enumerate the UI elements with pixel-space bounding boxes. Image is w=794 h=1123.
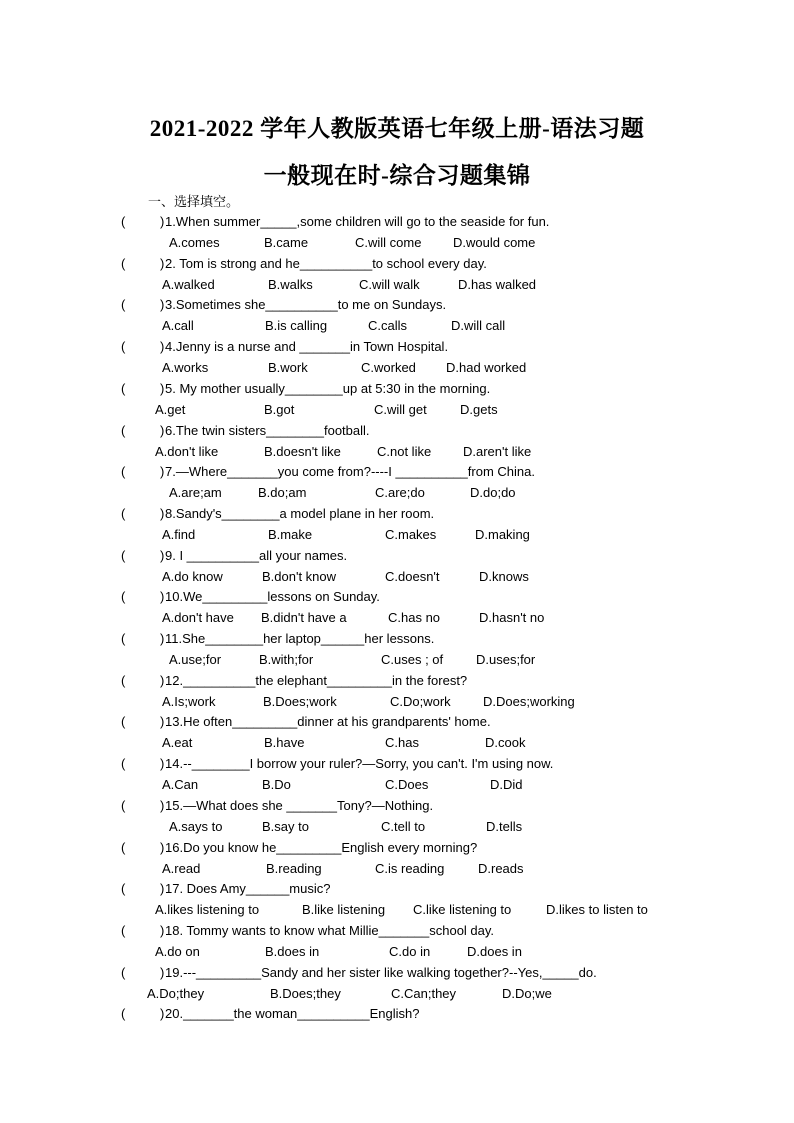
answer-option: B.work xyxy=(268,360,308,376)
question-stem: 3.Sometimes she__________to me on Sundays. xyxy=(165,297,447,313)
answer-option: B.got xyxy=(264,401,295,417)
answer-option: B.make xyxy=(268,526,313,542)
answer-option: C.are;do xyxy=(375,485,425,501)
answer-option: D.cook xyxy=(485,735,526,751)
answer-blank-open: ( xyxy=(121,547,126,563)
question-stem: 17. Does Amy______music? xyxy=(165,881,331,897)
answer-option: D.gets xyxy=(460,401,498,417)
question-stem: 11.She________her laptop______her lessons. xyxy=(165,631,435,646)
answer-blank-close: ) xyxy=(160,505,165,521)
answer-option: A.use;for xyxy=(169,652,222,667)
answer-option: A.get xyxy=(155,401,186,417)
question-stem: 10.We_________lessons on Sunday. xyxy=(165,589,380,605)
question-item xyxy=(0,297,794,334)
question-item xyxy=(0,589,794,626)
answer-option: C.like listening to xyxy=(413,902,512,918)
question-stem: 16.Do you know he_________English every morning? xyxy=(165,839,478,855)
answer-option: A.call xyxy=(162,318,194,334)
answer-blank-close: ) xyxy=(160,547,165,563)
answer-blank-open: ( xyxy=(121,672,126,688)
answer-option: C.not like xyxy=(377,443,432,459)
answer-option: B.Does;they xyxy=(270,985,341,1001)
answer-option: B.reading xyxy=(266,860,322,876)
question-item xyxy=(0,631,794,667)
answer-blank-open: ( xyxy=(121,422,126,438)
answer-blank-open: ( xyxy=(121,922,126,938)
answer-option: D.Does;working xyxy=(483,693,575,709)
answer-option: D.hasn't no xyxy=(479,610,545,626)
answer-blank-open: ( xyxy=(121,505,126,521)
answer-blank-close: ) xyxy=(160,339,165,355)
question-stem: 18. Tommy wants to know what Millie_______school day. xyxy=(165,922,495,938)
answer-blank-close: ) xyxy=(160,214,165,229)
answer-option: C.has xyxy=(385,735,419,751)
answer-option: A.says to xyxy=(169,818,223,834)
answer-option: B.doesn't like xyxy=(264,443,341,459)
question-stem: 8.Sandy's________a model plane in her room. xyxy=(165,505,435,521)
answer-option: C.Do;work xyxy=(390,693,451,709)
answer-blank-close: ) xyxy=(160,255,165,271)
answer-blank-close: ) xyxy=(160,756,165,772)
answer-option: D.tells xyxy=(486,818,523,834)
answer-option: D.would come xyxy=(453,235,536,250)
question-item xyxy=(0,797,794,834)
answer-blank-close: ) xyxy=(160,297,165,313)
answer-option: A.read xyxy=(162,860,201,876)
answer-blank-open: ( xyxy=(121,214,126,229)
answer-option: B.say to xyxy=(262,818,309,834)
question-stem: 6.The twin sisters________football. xyxy=(165,422,370,438)
answer-option: C.will walk xyxy=(359,276,420,292)
answer-option: C.tell to xyxy=(381,818,426,834)
answer-option: D.does in xyxy=(467,943,522,959)
answer-option: D.likes to listen to xyxy=(546,902,648,918)
answer-blank-close: ) xyxy=(160,631,165,646)
answer-option: D.reads xyxy=(478,860,524,876)
answer-blank-open: ( xyxy=(121,589,126,605)
answer-blank-open: ( xyxy=(121,380,126,396)
answer-blank-open: ( xyxy=(121,464,126,480)
answer-blank-open: ( xyxy=(121,339,126,355)
answer-option: C.do in xyxy=(389,943,431,959)
answer-option: A.eat xyxy=(162,735,193,751)
answer-option: C.Does xyxy=(385,777,429,793)
answer-option: A.Can xyxy=(162,777,199,793)
document-title: 2021-2022 学年人教版英语七年级上册-语法习题 xyxy=(149,116,645,141)
question-item xyxy=(0,1006,794,1027)
answer-blank-close: ) xyxy=(160,464,165,480)
question-item xyxy=(0,839,794,876)
answer-blank-open: ( xyxy=(121,756,126,772)
answer-option: B.didn't have a xyxy=(261,610,347,626)
answer-option: B.don't know xyxy=(262,568,337,584)
question-stem: 7.—Where_______you come from?----I __________from China. xyxy=(165,464,535,480)
answer-blank-close: ) xyxy=(160,881,165,897)
answer-option: A.do know xyxy=(162,568,223,584)
question-stem: 19.---_________Sandy and her sister like walking together?--Yes,_____do. xyxy=(165,964,597,980)
answer-blank-open: ( xyxy=(121,631,126,646)
answer-option: A.works xyxy=(162,360,209,376)
answer-blank-open: ( xyxy=(121,714,126,730)
section-heading: 一、选择填空。 xyxy=(148,194,240,209)
answer-option: C.has no xyxy=(388,610,441,626)
answer-blank-close: ) xyxy=(160,964,165,980)
answer-option: C.is reading xyxy=(375,860,445,876)
question-stem: 12.__________the elephant_________in the forest? xyxy=(165,672,468,688)
answer-option: D.making xyxy=(475,526,530,542)
answer-blank-close: ) xyxy=(160,714,165,730)
answer-blank-close: ) xyxy=(160,589,165,605)
question-item xyxy=(0,214,794,250)
question-stem: 1.When summer_____,some children will go to the seaside for fun. xyxy=(165,214,550,229)
answer-option: B.walks xyxy=(268,276,313,292)
answer-option: D.aren't like xyxy=(463,443,532,459)
document-subtitle: 一般现在时-综合习题集锦 xyxy=(263,163,531,188)
answer-option: A.likes listening to xyxy=(155,902,260,918)
question-item xyxy=(0,255,794,292)
answer-blank-open: ( xyxy=(121,839,126,855)
question-stem: 4.Jenny is a nurse and _______in Town Hospital. xyxy=(165,339,449,355)
answer-option: C.doesn't xyxy=(385,568,440,584)
answer-blank-open: ( xyxy=(121,964,126,980)
answer-option: A.find xyxy=(162,526,196,542)
answer-option: D.Did xyxy=(490,777,523,793)
answer-option: A.walked xyxy=(162,276,215,292)
question-item xyxy=(0,756,794,793)
answer-blank-open: ( xyxy=(121,255,126,271)
answer-option: C.calls xyxy=(368,318,408,334)
answer-option: A.don't like xyxy=(155,443,219,459)
answer-option: A.Is;work xyxy=(162,693,216,709)
answer-option: B.Does;work xyxy=(263,693,337,709)
answer-option: A.Do;they xyxy=(147,985,205,1001)
question-stem: 9. I __________all your names. xyxy=(165,547,348,563)
question-item xyxy=(0,881,794,918)
question-stem: 5. My mother usually________up at 5:30 in the morning. xyxy=(165,380,491,396)
question-stem: 15.—What does she _______Tony?—Nothing. xyxy=(165,797,434,813)
answer-blank-open: ( xyxy=(121,797,126,813)
answer-option: C.will get xyxy=(374,401,427,417)
answer-blank-close: ) xyxy=(160,797,165,813)
answer-option: C.uses ; of xyxy=(381,652,444,667)
answer-option: A.are;am xyxy=(169,485,222,501)
question-item xyxy=(0,922,794,959)
answer-option: D.had worked xyxy=(446,360,527,376)
answer-option: C.makes xyxy=(385,526,437,542)
answer-option: D.uses;for xyxy=(476,652,536,667)
answer-option: B.does in xyxy=(265,943,320,959)
question-stem: 2. Tom is strong and he__________to school every day. xyxy=(165,255,487,271)
answer-option: B.have xyxy=(264,735,305,751)
question-item xyxy=(0,464,794,501)
answer-option: B.with;for xyxy=(259,652,314,667)
answer-option: C.Can;they xyxy=(391,985,457,1001)
answer-option: B.like listening xyxy=(302,902,386,918)
answer-blank-open: ( xyxy=(121,297,126,313)
question-stem: 20._______the woman__________English? xyxy=(165,1006,420,1022)
question-item xyxy=(0,380,794,417)
answer-option: B.Do xyxy=(262,777,291,793)
answer-option: B.do;am xyxy=(258,485,307,501)
answer-option: A.do on xyxy=(155,943,200,959)
question-item xyxy=(0,505,794,542)
answer-option: D.do;do xyxy=(470,485,516,501)
answer-option: D.will call xyxy=(451,318,506,334)
answer-option: B.is calling xyxy=(265,318,328,334)
question-item xyxy=(0,339,794,376)
answer-blank-close: ) xyxy=(160,922,165,938)
answer-blank-close: ) xyxy=(160,422,165,438)
answer-blank-close: ) xyxy=(160,1006,165,1022)
question-stem: 13.He often_________dinner at his grandparents' home. xyxy=(165,714,491,730)
answer-blank-open: ( xyxy=(121,881,126,897)
question-item xyxy=(0,547,794,584)
question-item xyxy=(0,422,794,459)
answer-option: D.Do;we xyxy=(502,985,552,1001)
answer-option: D.has walked xyxy=(458,276,537,292)
question-item xyxy=(0,964,794,1001)
answer-option: B.came xyxy=(264,235,309,250)
answer-option: C.will come xyxy=(355,235,422,250)
answer-blank-close: ) xyxy=(160,380,165,396)
answer-option: A.comes xyxy=(169,235,220,250)
answer-option: A.don't have xyxy=(162,610,234,626)
answer-option: D.knows xyxy=(479,568,529,584)
question-item xyxy=(0,672,794,709)
answer-option: C.worked xyxy=(361,360,416,376)
question-item xyxy=(0,714,794,751)
answer-blank-close: ) xyxy=(160,672,165,688)
question-stem: 14.--________I borrow your ruler?—Sorry, you can't. I'm using now. xyxy=(165,756,554,772)
answer-blank-open: ( xyxy=(121,1006,126,1022)
answer-blank-close: ) xyxy=(160,839,165,855)
